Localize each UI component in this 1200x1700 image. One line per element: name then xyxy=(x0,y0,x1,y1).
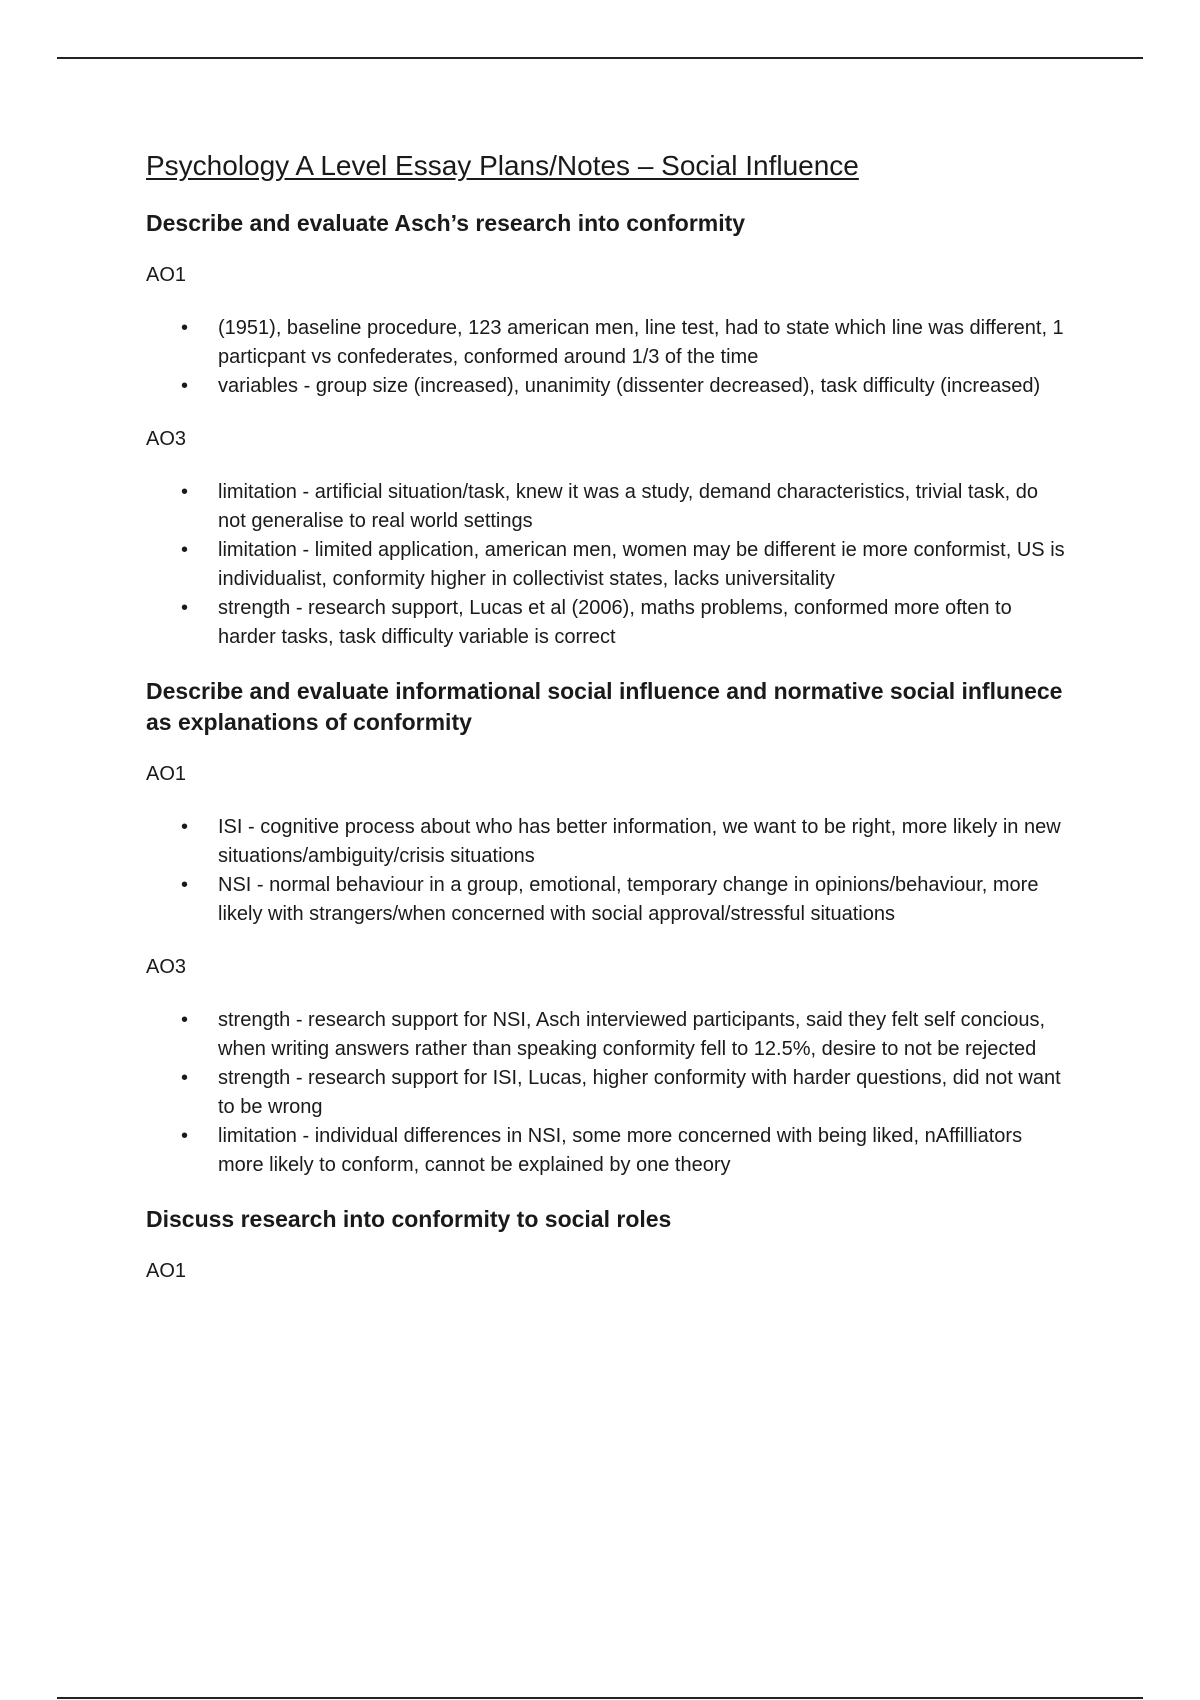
ao3-list xyxy=(146,478,1066,652)
list-item-text: limitation - artificial situation/task, knew it was a study, demand characteristics, trivial task, do not generalise to real world settings xyxy=(218,481,1038,532)
list-item xyxy=(146,1064,1066,1122)
section-asch xyxy=(146,208,1066,652)
list-item-text: variables - group size (increased), unanimity (dissenter decreased), task difficulty (increased) xyxy=(218,375,1041,397)
bullet-icon: • xyxy=(181,539,189,561)
section-isi-nsi xyxy=(146,676,1066,1180)
list-item xyxy=(146,478,1066,536)
list-item-text: (1951), baseline procedure, 123 american men, line test, had to state which line was different, 1 particpant vs confederates, conformed around 1/3 of the time xyxy=(218,317,1064,368)
ao1-label: AO1 xyxy=(146,264,187,286)
bullet-icon: • xyxy=(181,816,189,838)
list-item xyxy=(146,1006,1066,1064)
list-item-text: NSI - normal behaviour in a group, emotional, temporary change in opinions/behaviour, more likely with strangers/when concerned with social approval/stressful situations xyxy=(218,874,1039,925)
section-heading: Discuss research into conformity to social roles xyxy=(146,1206,672,1232)
list-item-text: strength - research support, Lucas et al (2006), maths problems, conformed more often to harder tasks, task difficulty variable is correct xyxy=(218,597,1012,648)
list-item-text: limitation - limited application, american men, women may be different ie more conformist, US is individualist, conformity higher in collectivist states, lacks universitality xyxy=(218,539,1065,590)
bullet-icon: • xyxy=(181,375,189,397)
list-item xyxy=(146,871,1066,929)
ao1-list xyxy=(146,813,1066,929)
section-social-roles xyxy=(146,1204,1066,1285)
ao3-list xyxy=(146,1006,1066,1180)
list-item xyxy=(146,314,1066,372)
bullet-icon: • xyxy=(181,481,189,503)
bullet-icon: • xyxy=(181,1009,189,1031)
bullet-icon: • xyxy=(181,317,189,339)
document-body xyxy=(146,146,1066,1310)
list-item xyxy=(146,372,1066,401)
list-item-text: strength - research support for NSI, Asch interviewed participants, said they felt self concious, when writing answers rather than speaking conformity fell to 12.5%, desire to not be rejected xyxy=(218,1009,1046,1060)
ao3-label: AO3 xyxy=(146,956,187,978)
ao1-label: AO1 xyxy=(146,1260,187,1282)
list-item xyxy=(146,1122,1066,1180)
ao1-label: AO1 xyxy=(146,763,187,785)
list-item xyxy=(146,594,1066,652)
list-item-text: strength - research support for ISI, Lucas, higher conformity with harder questions, did not want to be wrong xyxy=(218,1067,1061,1118)
list-item xyxy=(146,813,1066,871)
list-item xyxy=(146,536,1066,594)
bullet-icon: • xyxy=(181,1067,189,1089)
bullet-icon: • xyxy=(181,874,189,896)
section-heading: Describe and evaluate Asch’s research into conformity xyxy=(146,210,746,236)
bullet-icon: • xyxy=(181,1125,189,1147)
ao1-list xyxy=(146,314,1066,401)
bullet-icon: • xyxy=(181,597,189,619)
ao3-label: AO3 xyxy=(146,428,187,450)
bottom-rule xyxy=(57,1697,1143,1699)
list-item-text: limitation - individual differences in NSI, some more concerned with being liked, nAffilliators more likely to conform, cannot be explained by one theory xyxy=(218,1125,1023,1176)
top-rule xyxy=(57,57,1143,59)
document-title: Psychology A Level Essay Plans/Notes – Social Influence xyxy=(146,150,859,181)
section-heading: Describe and evaluate informational social influence and normative social influnece as explanations of conformity xyxy=(146,678,1063,735)
list-item-text: ISI - cognitive process about who has better information, we want to be right, more likely in new situations/ambiguity/crisis situations xyxy=(218,816,1061,867)
